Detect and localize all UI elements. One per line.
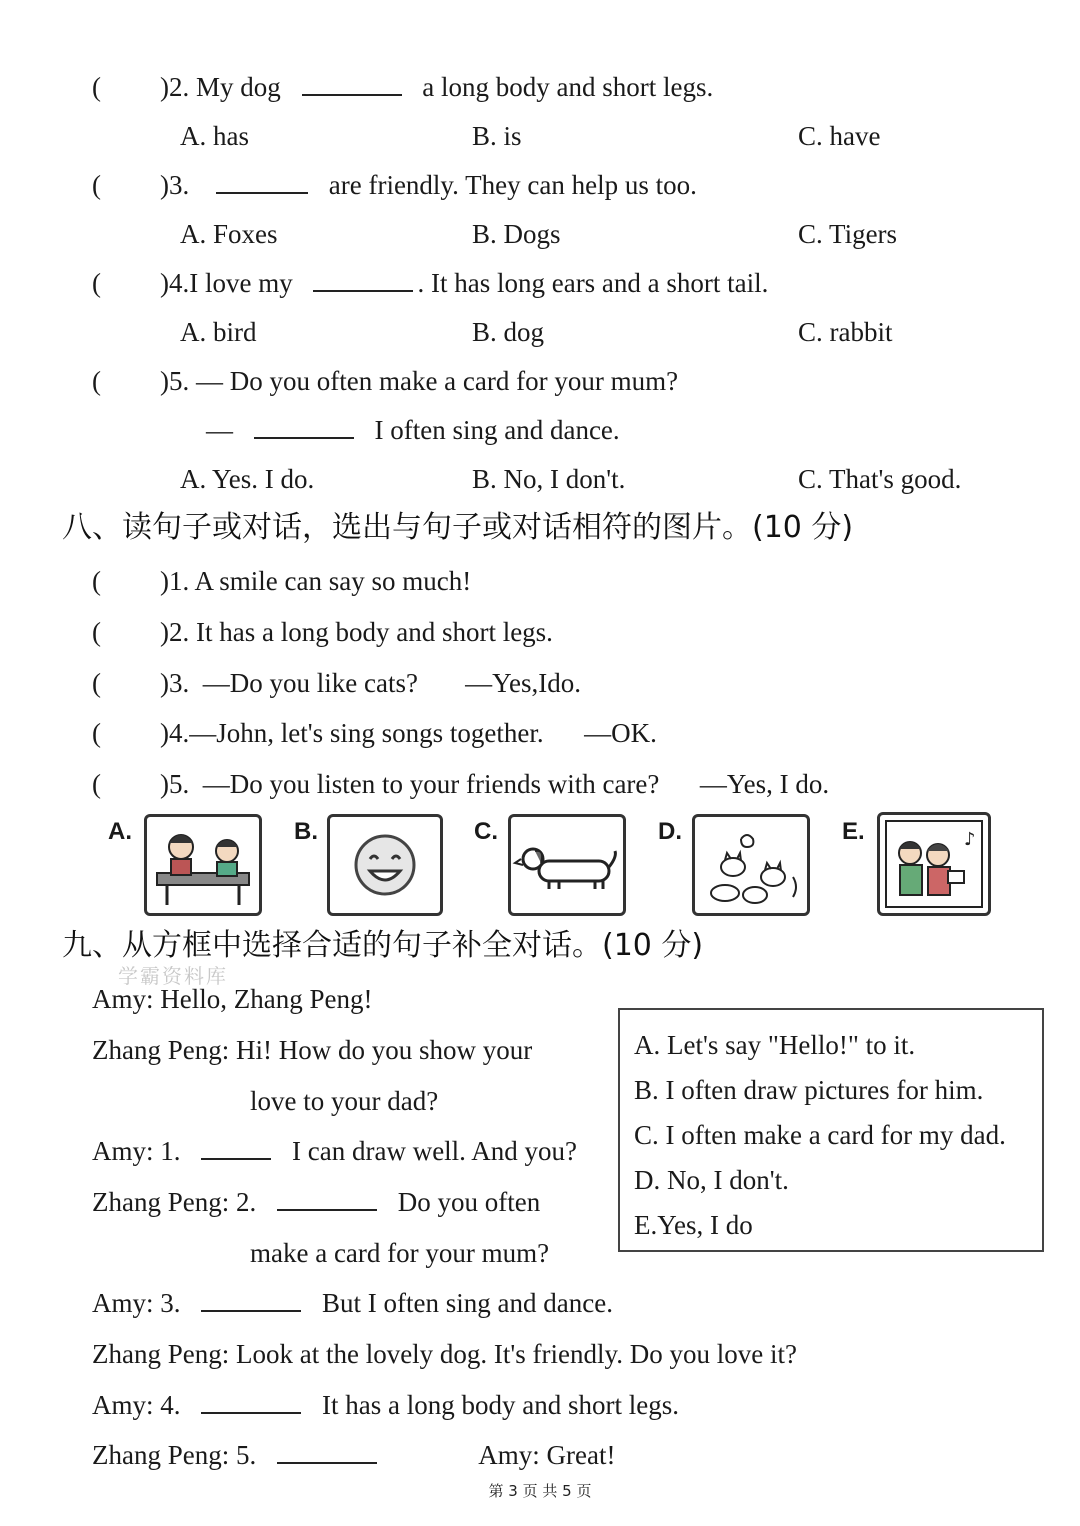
match-item-4: )4.—John, let's sing songs together. —OK. — [160, 718, 657, 748]
picture-label-d: D. — [658, 818, 682, 845]
blank-line[interactable] — [201, 1390, 301, 1414]
picture-label-c: C. — [474, 818, 498, 845]
question-4 — [160, 266, 768, 300]
picture-label-e: E. — [842, 818, 865, 845]
answer-paren[interactable]: ( — [92, 170, 101, 200]
dialog-text: Do you often — [397, 1187, 541, 1217]
option-b: B. dog — [472, 317, 545, 347]
choice-e: E.Yes, I do — [634, 1210, 753, 1240]
speaker-text: Zhang Peng: 2. — [92, 1187, 257, 1217]
dialog-line-8: Zhang Peng: Look at the lovely dog. It's friendly. Do you love it? — [92, 1339, 797, 1369]
question-text: )3. — [160, 170, 190, 200]
picture-e-singing[interactable] — [877, 812, 991, 916]
answer-paren[interactable]: ( — [92, 718, 101, 748]
smiley-face-icon — [330, 817, 440, 913]
match-item-3: )3. —Do you like cats? —Yes,Ido. — [160, 668, 581, 698]
option-b: B. is — [472, 121, 522, 151]
question-text: . It has long ears and a short tail. — [417, 268, 769, 298]
picture-c-long-dog[interactable] — [508, 814, 626, 916]
blank-line[interactable] — [313, 268, 413, 292]
blank-line[interactable] — [302, 72, 402, 96]
picture-label-b: B. — [294, 818, 318, 845]
dialog-line-3: love to your dad? — [250, 1086, 439, 1116]
dialog-line-10 — [92, 1438, 615, 1472]
answer-paren[interactable]: ( — [92, 268, 101, 298]
children-singing-icon — [880, 815, 988, 913]
dialog-line-4 — [92, 1134, 577, 1168]
blank-line[interactable] — [216, 170, 308, 194]
choices-box — [618, 1008, 1044, 1252]
option-a: A. Foxes — [180, 219, 278, 249]
svg-text:♪: ♪ — [964, 829, 976, 850]
question-3 — [160, 168, 697, 202]
question-5: )5. — Do you often make a card for your mum? — [160, 366, 679, 396]
option-a: A. bird — [180, 317, 257, 347]
blank-line[interactable] — [201, 1288, 301, 1312]
answer-paren[interactable]: ( — [92, 668, 101, 698]
dialog-text: Amy: Great! — [478, 1440, 616, 1470]
question-5-response — [206, 413, 620, 447]
section-9-heading: 九、从方框中选择合适的句子补全对话。(10 分) — [62, 928, 704, 963]
dialog-line-5 — [92, 1185, 540, 1219]
dachshund-icon — [511, 817, 623, 913]
picture-label-a: A. — [108, 818, 132, 845]
dialog-line-7 — [92, 1286, 613, 1320]
question-text: I often sing and dance. — [374, 415, 620, 445]
picture-d-cats[interactable] — [692, 814, 810, 916]
option-c: C. rabbit — [798, 317, 893, 347]
dash: — — [206, 415, 233, 445]
children-talking-icon — [147, 817, 259, 913]
speaker-text: Amy: 4. — [92, 1390, 181, 1420]
question-text: )2. My dog — [160, 72, 281, 102]
picture-b-smile[interactable] — [327, 814, 443, 916]
dialog-line-9 — [92, 1388, 679, 1422]
answer-paren[interactable]: ( — [92, 769, 101, 799]
page-footer: 第 3 页 共 5 页 — [488, 1482, 592, 1500]
match-item-1: )1. A smile can say so much! — [160, 566, 472, 596]
speaker-text: Amy: 1. — [92, 1136, 181, 1166]
speaker-text: Amy: 3. — [92, 1288, 181, 1318]
speaker-text: Zhang Peng: 5. — [92, 1440, 257, 1470]
option-c: C. That's good. — [798, 464, 962, 494]
section-8-heading: 八、读句子或对话，选出与句子或对话相符的图片。(10 分) — [62, 510, 854, 545]
option-c: C. Tigers — [798, 219, 898, 249]
match-item-5: )5. —Do you listen to your friends with care? —Yes, I do. — [160, 769, 830, 799]
dialog-line-1: Amy: Hello, Zhang Peng! — [92, 984, 373, 1014]
dialog-line-6: make a card for your mum? — [250, 1238, 550, 1268]
choice-d: D. No, I don't. — [634, 1165, 789, 1195]
answer-paren[interactable]: ( — [92, 366, 101, 396]
dialog-text: It has a long body and short legs. — [322, 1390, 679, 1420]
dialog-text: I can draw well. And you? — [292, 1136, 577, 1166]
option-a: A. Yes. I do. — [180, 464, 315, 494]
dialog-line-2: Zhang Peng: Hi! How do you show your — [92, 1035, 533, 1065]
question-text: )4.I love my — [160, 268, 293, 298]
question-text: a long body and short legs. — [422, 72, 714, 102]
cats-icon — [695, 817, 807, 913]
watermark: 学霸资料库 — [118, 964, 228, 988]
blank-line[interactable] — [201, 1136, 271, 1160]
answer-paren[interactable]: ( — [92, 72, 101, 102]
option-c: C. have — [798, 121, 881, 151]
answer-paren[interactable]: ( — [92, 617, 101, 647]
blank-line[interactable] — [277, 1187, 377, 1211]
question-2 — [160, 70, 713, 104]
answer-paren[interactable]: ( — [92, 566, 101, 596]
blank-line[interactable] — [254, 415, 354, 439]
choice-c: C. I often make a card for my dad. — [634, 1120, 1006, 1150]
match-item-2: )2. It has a long body and short legs. — [160, 617, 553, 647]
question-text: are friendly. They can help us too. — [328, 170, 697, 200]
option-b: B. Dogs — [472, 219, 561, 249]
blank-line[interactable] — [277, 1440, 377, 1464]
dialog-text: But I often sing and dance. — [322, 1288, 613, 1318]
picture-a-children-talking[interactable] — [144, 814, 262, 916]
option-a: A. has — [180, 121, 249, 151]
choice-a: A. Let's say "Hello!" to it. — [634, 1030, 916, 1060]
option-b: B. No, I don't. — [472, 464, 626, 494]
choice-b: B. I often draw pictures for him. — [634, 1075, 984, 1105]
